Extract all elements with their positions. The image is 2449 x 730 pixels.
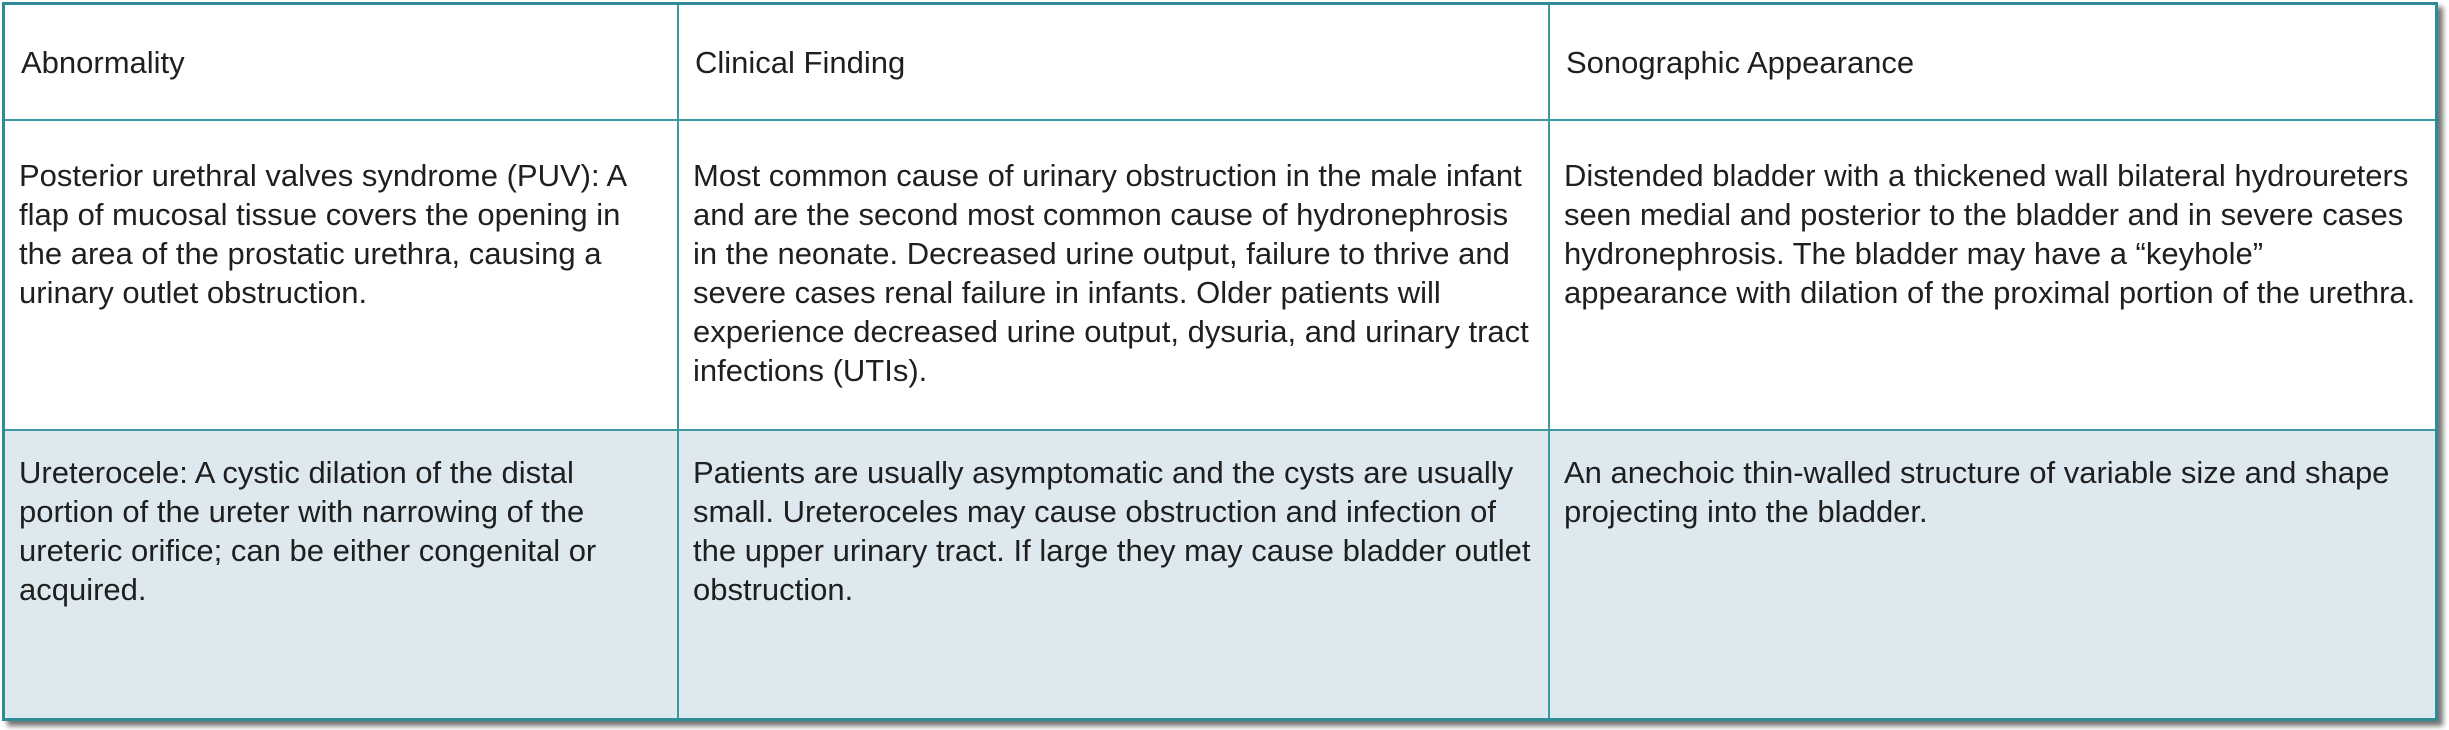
cell-text: Distended bladder with a thickened wall bilateral hydroureters seen medial and posterior to the bladder and in severe cases hydronephrosis. The bladder may have a “keyhole” appearance with dilation of the proximal portion of the urethra.	[1564, 158, 2416, 310]
cell-sonographic-appearance	[1549, 430, 2435, 718]
table-row	[5, 120, 2435, 430]
cell-abnormality	[5, 120, 678, 430]
cell-clinical-finding	[678, 430, 1549, 718]
cell-abnormality	[5, 430, 678, 718]
cell-text: Posterior urethral valves syndrome (PUV): A flap of mucosal tissue covers the opening in the area of the prostatic urethra, causing a urinary outlet obstruction.	[19, 158, 626, 310]
header-row	[5, 5, 2435, 120]
table-row	[5, 430, 2435, 718]
header-sonographic-appearance: Sonographic Appearance	[1549, 5, 2435, 120]
header-abnormality: Abnormality	[5, 5, 678, 120]
abnormality-table	[5, 5, 2435, 718]
cell-text: Most common cause of urinary obstruction in the male infant and are the second most common cause of hydronephrosis in the neonate. Decreased urine output, failure to thrive and severe cases renal failure in infants. Older patients will experience decreased urine output, dysuria, and urinary tract infections (UTIs).	[693, 158, 1529, 388]
cell-text: Ureterocele: A cystic dilation of the distal portion of the ureter with narrowing of the ureteric orifice; can be either congenital or acquired.	[19, 455, 597, 607]
cell-sonographic-appearance	[1549, 120, 2435, 430]
cell-text: Patients are usually asymptomatic and the cysts are usually small. Ureteroceles may cause obstruction and infection of the upper urinary tract. If large they may cause bladder outlet obstruction.	[693, 455, 1531, 607]
cell-text: An anechoic thin-walled structure of variable size and shape projecting into the bladder.	[1564, 455, 2390, 529]
table-frame	[2, 2, 2438, 721]
header-clinical-finding: Clinical Finding	[678, 5, 1549, 120]
cell-clinical-finding	[678, 120, 1549, 430]
